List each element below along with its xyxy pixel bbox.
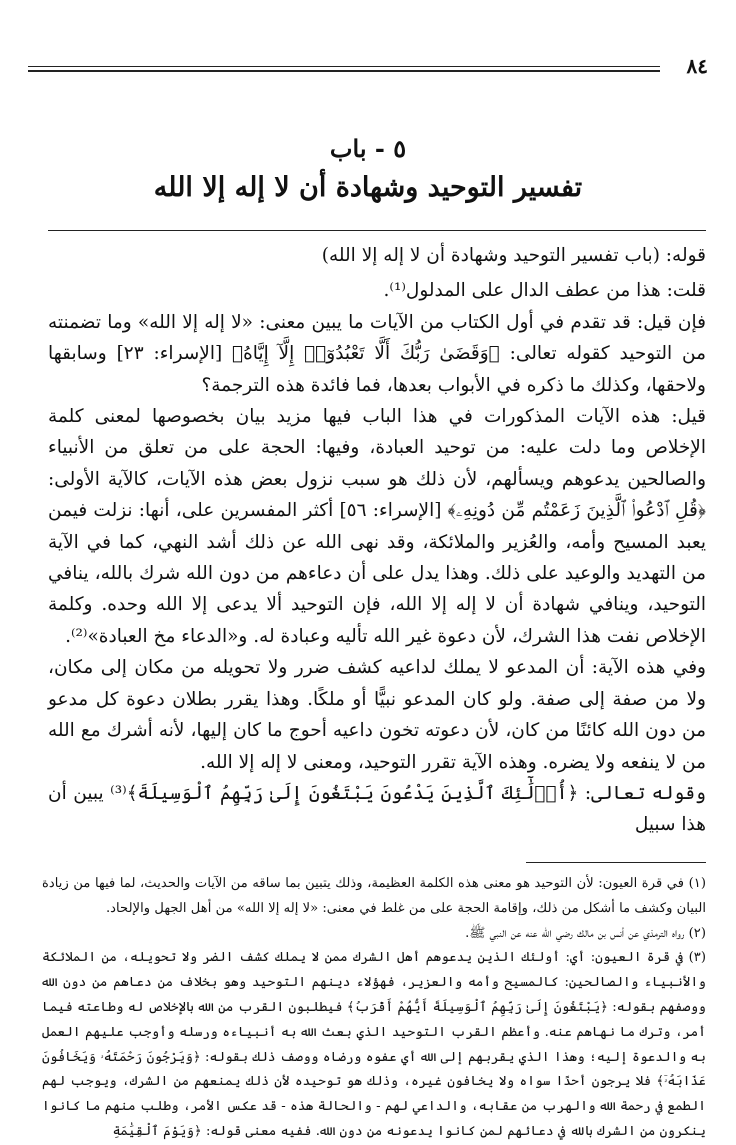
footnotes bbox=[42, 872, 706, 1145]
paragraph: فإن قيل: قد تقدم في أول الكتاب من الآيات ما يبين معنى: «لا إله إلا الله» وما تضمنته من التوحيد كقوله تعالى: ﴿وَقَضَىٰ رَبُّكَ أَلَّا تَعْبُدُوٓا۟ إِلَّآ إِيَّاهُ﴾ [الإسراء: ٢٣] وسابقها ولاحقها، وكذلك ما ذكره في الأبواب بعدها، فما فائدة هذه الترجمة؟ bbox=[48, 311, 706, 396]
header-rule bbox=[28, 66, 660, 67]
chapter-number: ٥ - باب bbox=[329, 134, 407, 163]
footnote: (٢) رواه الترمذي عن أنس بن مالك رضي الله عنه عن النبي ﷺ. bbox=[465, 925, 706, 941]
paragraph: وقوله تعالى: ﴿أُو۟لَٰٓئِكَ ٱلَّذِينَ يَدْعُونَ يَبْتَغُونَ إِلَىٰ رَبِّهِمُ ٱلْوَسِيلَةَ﴾⁽³⁾ يبين أن هذا سبيل bbox=[48, 782, 706, 836]
main-text bbox=[48, 240, 706, 841]
chapter-title: تفسير التوحيد وشهادة أن لا إله إلا الله bbox=[153, 172, 583, 203]
paragraph: وفي هذه الآية: أن المدعو لا يملك لداعيه كشف ضرر ولا تحويله من مكان إلى مكان، ولا من صفة إلى صفة. ولو كان المدعو نبيًّا أو ملكًا. وهذا يقرر بطلان دعوة كل مدعو من دون الله كائنًا من كان، لأن دعوته تخون داعيه أحوج ما كان إليها، لأنه أشرك مع الله من لا ينفعه ولا يضره. وهذه الآية تقرر التوحيد، ومعنى لا إله إلا الله. bbox=[48, 657, 706, 773]
footnote-rule bbox=[526, 862, 706, 863]
footnote: (٣) في قرة العيون: أي: أولئك الذين يدعوهم أهل الشرك ممن لا يملك كشف الضر ولا تحويله، من الملائكة والأنبياء والصالحين: كالمسيح وأمه والعزير، فهؤلاء دينهم التوحيد وهو بخلاف من دعاهم من دون الله ووصفهم بقوله: ﴿يَبْتَغُونَ إِلَىٰ رَبِّهِمُ ٱلْوَسِيلَةَ أَيُّهُمْ أَقْرَبُ﴾ فيطلبون القرب من الله بالإخلاص له وطاعته فيما أمر، وترك ما نهاهم عنه. وأعظم القرب التوحيد الذي بعث الله به أنبياءه ورسله وأوجب عليهم العمل به والدعوة إليه؛ وهذا الذي يقربهم إلى الله أي عفوه ورضاه ووصف ذلك بقوله: ﴿وَيَرْجُونَ رَحْمَتَهُۥ وَيَخَافُونَ عَذَابَهُۥٓ﴾ فلا يرجون أحدًا سواه ولا يخافون غيره، وذلك هو توحيده لأن ذلك يمنعهم من الشرك، ويوجب لهم الطمع في رحمة الله والهرب من عقابه، والداعي لهم - والحالة هذه - قد عكس الأمر، وطلب منهم ما كانوا ينكرون من الشرك بالله في دعائهم لمن كانوا يدعونه من دون الله. ففيه معنى قوله: ﴿وَيَوْمَ ٱلْقِيَٰمَةِ bbox=[42, 950, 706, 1139]
paragraph: قوله: (باب تفسير التوحيد وشهادة أن لا إله إلا الله) bbox=[321, 245, 706, 266]
page-header bbox=[28, 54, 708, 80]
paragraph: قلت: هذا من عطف الدال على المدلول⁽¹⁾. bbox=[383, 280, 706, 302]
title-rule bbox=[48, 230, 706, 231]
header-rule-thick bbox=[28, 70, 660, 72]
footnote: (١) في قرة العيون: لأن التوحيد هو معنى هذه الكلمة العظيمة، وذلك يتبين بما ساقه من الآيات والحديث، لما فيها من زيادة البيان وكشف ما أشكل من ذلك، وإقامة الحجة على من غلط في معنى: «لا إله إلا الله» من أهل الجهل والإلحاد. bbox=[42, 876, 706, 916]
paragraph: قيل: هذه الآيات المذكورات في هذا الباب فيها مزيد بيان بخصوصها لمعنى كلمة الإخلاص وما دلت عليه: من توحيد العبادة، وفيها: الحجة على من تعلق من الأنبياء والصالحين يدعوهم ويسألهم، لأن ذلك هو سبب نزول بعض هذه الآيات، كالآية الأولى: ﴿قُلِ ٱدْعُوا۟ ٱلَّذِينَ زَعَمْتُم مِّن دُونِهِۦ﴾ [الإسراء: ٥٦] أكثر المفسرين على، أنها: نزلت فيمن يعبد المسيح وأمه، والعُزير والملائكة، وقد نهى الله عن ذلك أشد النهي، كما في الآية من التهديد والوعيد على ذلك. وهذا يدل على أن دعاءهم من دون الله شرك بالله، ينافي التوحيد، وينافي شهادة أن لا إله إلا الله، فإن التوحيد ألا يدعى إلا الله وحده. وكلمة الإخلاص نفت هذا الشرك، لأن دعوة غير الله تأليه وعبادة له. و«الدعاء مخ العبادة»⁽²⁾. bbox=[48, 406, 706, 647]
page-number: ٨٤ bbox=[686, 54, 708, 78]
